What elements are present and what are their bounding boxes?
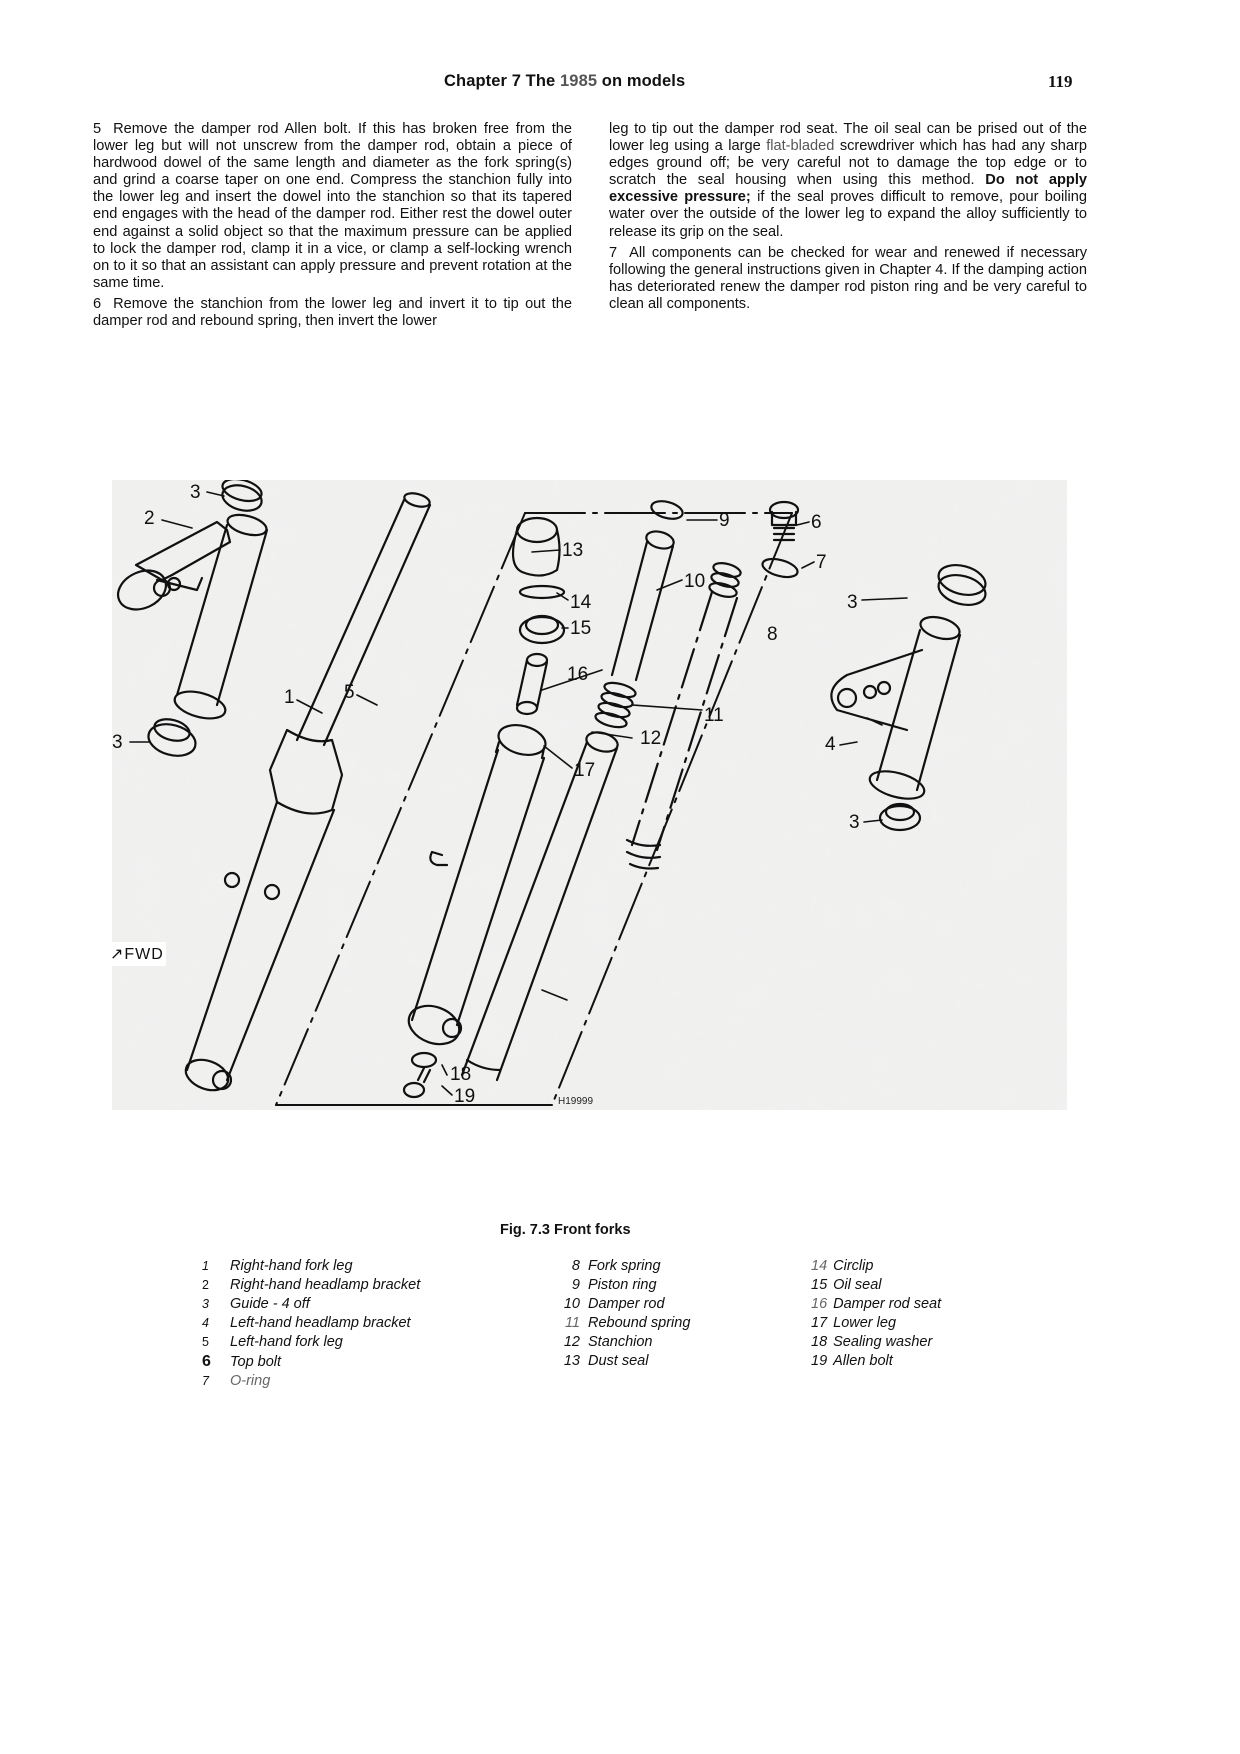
legend-item [202,1333,420,1352]
legend-number: 9 [571,1277,580,1293]
legend-label: Damper rod seat [833,1296,942,1312]
legend-label: Left-hand fork leg [230,1334,343,1350]
legend-item [556,1333,690,1352]
legend-label: Dust seal [588,1353,649,1369]
legend-number: 17 [811,1315,828,1331]
paragraph-text: Remove the stanchion from the lower leg and invert it to tip out the damper rod and rebound spring, then invert the lower [93,295,572,330]
callout-6: 6 [811,512,822,533]
callout-10: 10 [684,571,706,592]
callout-13: 13 [562,540,584,561]
callout-4: 4 [825,734,836,755]
legend-label: Circlip [833,1258,874,1274]
front-forks-diagram [112,480,1067,1110]
legend-item [556,1295,690,1314]
callout-17: 17 [574,760,596,781]
callout-15: 15 [570,618,592,639]
page-number: 119 [1048,72,1073,91]
callout-8: 8 [767,624,778,645]
paragraph-number: 6 [93,295,102,312]
title-prefix: Chapter 7 The [444,72,561,90]
legend-number: 4 [202,1316,209,1330]
warning-text: Do not apply excessive pressure; [609,172,1087,206]
legend-number: 2 [202,1278,209,1292]
title-suffix: on models [597,72,686,90]
legend-label: Piston ring [588,1277,657,1293]
paragraph-text: Remove the damper rod Allen bolt. If this has broken free from the lower leg but will not unscrew from the damper rod, obtain a piece of hardwood dowel of the same length and diameter as the fork spring(s) and grind a coarse taper on one end. Compress the stanchion fully into the lower leg and insert the dowel into the stanchion so that its tapered end engages with the head of the damper rod. Either rest the dowel outer end against a solid object so that the maximum pressure can be applied to lock the damper rod, clamp it in a vice, or clamp a self-locking wrench on to it so that an assistant can apply pressure and prevent rotation at the same time. [93,121,572,291]
callout-16: 16 [567,664,589,685]
callout-2: 2 [144,508,155,529]
callout-7: 7 [816,552,827,573]
legend-number: 16 [811,1296,828,1312]
legend-column-3 [811,1257,941,1371]
callout-12: 12 [640,728,662,749]
legend-number: 14 [811,1258,828,1274]
right-column [609,121,1087,317]
legend-item [811,1314,941,1333]
legend-number: 5 [202,1335,209,1349]
legend-number: 18 [811,1334,828,1350]
legend-number: 11 [564,1315,580,1331]
legend-label: Lower leg [833,1315,897,1331]
legend-number: 15 [811,1277,828,1293]
legend-label: Damper rod [588,1296,665,1312]
legend-label: Right-hand fork leg [230,1258,353,1274]
callout-11: 11 [704,705,724,726]
legend-label: Allen bolt [833,1353,893,1369]
legend-number: 1 [202,1259,209,1273]
legend-label: O-ring [230,1373,271,1389]
legend-label: Fork spring [588,1258,661,1274]
legend-number: 19 [811,1353,828,1369]
legend-item [556,1257,690,1276]
legend-number: 7 [202,1374,209,1388]
callout-19: 19 [454,1086,476,1107]
legend-item [556,1314,690,1333]
legend-item [556,1352,690,1371]
legend-label: Stanchion [588,1334,653,1350]
paragraph-number: 7 [609,244,618,261]
drawing-reference: H19999 [558,1096,594,1107]
legend-label: Oil seal [833,1277,882,1293]
forward-indicator [108,942,166,966]
text-run-muted: flat-bladed [766,138,835,155]
callout-1: 1 [284,687,295,708]
text-run: leg to tip out the damper rod seat. The oil seal can be prised out of the lower leg using a large [609,121,1087,155]
legend-label: Sealing washer [833,1334,933,1350]
legend-number: 6 [202,1353,211,1370]
paragraph-5 [93,121,572,292]
fwd-label: FWD [124,946,164,963]
legend-number: 12 [563,1334,580,1350]
callout-3: 3 [847,592,858,613]
legend-number: 10 [563,1296,580,1312]
legend-item [202,1352,420,1372]
text-run: if the seal proves difficult to remove, pour boiling water over the outside of the lower leg to expand the alloy sufficiently to release its grip on the seal. [609,189,1087,240]
callout-3: 3 [849,812,860,833]
legend-item [202,1295,420,1314]
legend-item [202,1257,420,1276]
paragraph-number: 5 [93,121,102,137]
legend-item [556,1276,690,1295]
callout-9: 9 [719,510,730,531]
figure-caption: Fig. 7.3 Front forks [500,1222,631,1238]
legend-item [811,1295,941,1314]
legend-item [811,1333,941,1352]
legend-item [202,1372,420,1391]
legend-number: 13 [563,1353,580,1369]
legend-label: Guide - 4 off [230,1296,310,1312]
callout-3: 3 [190,482,201,503]
paragraph-6 [93,296,572,330]
callout-5: 5 [344,682,355,703]
legend-label: Left-hand headlamp bracket [230,1315,411,1331]
exploded-view-drawing [112,480,1067,1110]
arrow-icon: ↗ [110,946,125,963]
legend-number: 3 [202,1297,209,1311]
legend-item [811,1257,941,1276]
left-column [93,121,572,334]
title-year: 1985 [560,72,598,90]
chapter-title [444,72,685,91]
legend-column-1 [202,1257,420,1391]
legend-item [811,1352,941,1371]
paragraph-6-continued [609,121,1087,241]
paragraph-text: All components can be checked for wear and renewed if necessary following the general instructions given in Chapter 4. If the damping action has deteriorated renew the damper rod piston ring and be very careful to clean all components. [609,244,1087,312]
legend-column-2 [556,1257,690,1371]
legend-item [202,1276,420,1295]
legend-label: Top bolt [230,1354,282,1370]
text-run: screwdriver which has had any sharp edges ground off; be very careful not to damage the top edge or to scratch the seal housing when using this method. [609,138,1088,189]
legend-number: 8 [571,1258,580,1274]
legend-item [202,1314,420,1333]
legend-label: Rebound spring [588,1315,691,1331]
legend-item [811,1276,941,1295]
callout-14: 14 [570,592,592,613]
callout-3: 3 [112,732,123,753]
paragraph-7 [609,245,1087,313]
callout-18: 18 [450,1064,472,1085]
legend-label: Right-hand headlamp bracket [230,1277,421,1293]
